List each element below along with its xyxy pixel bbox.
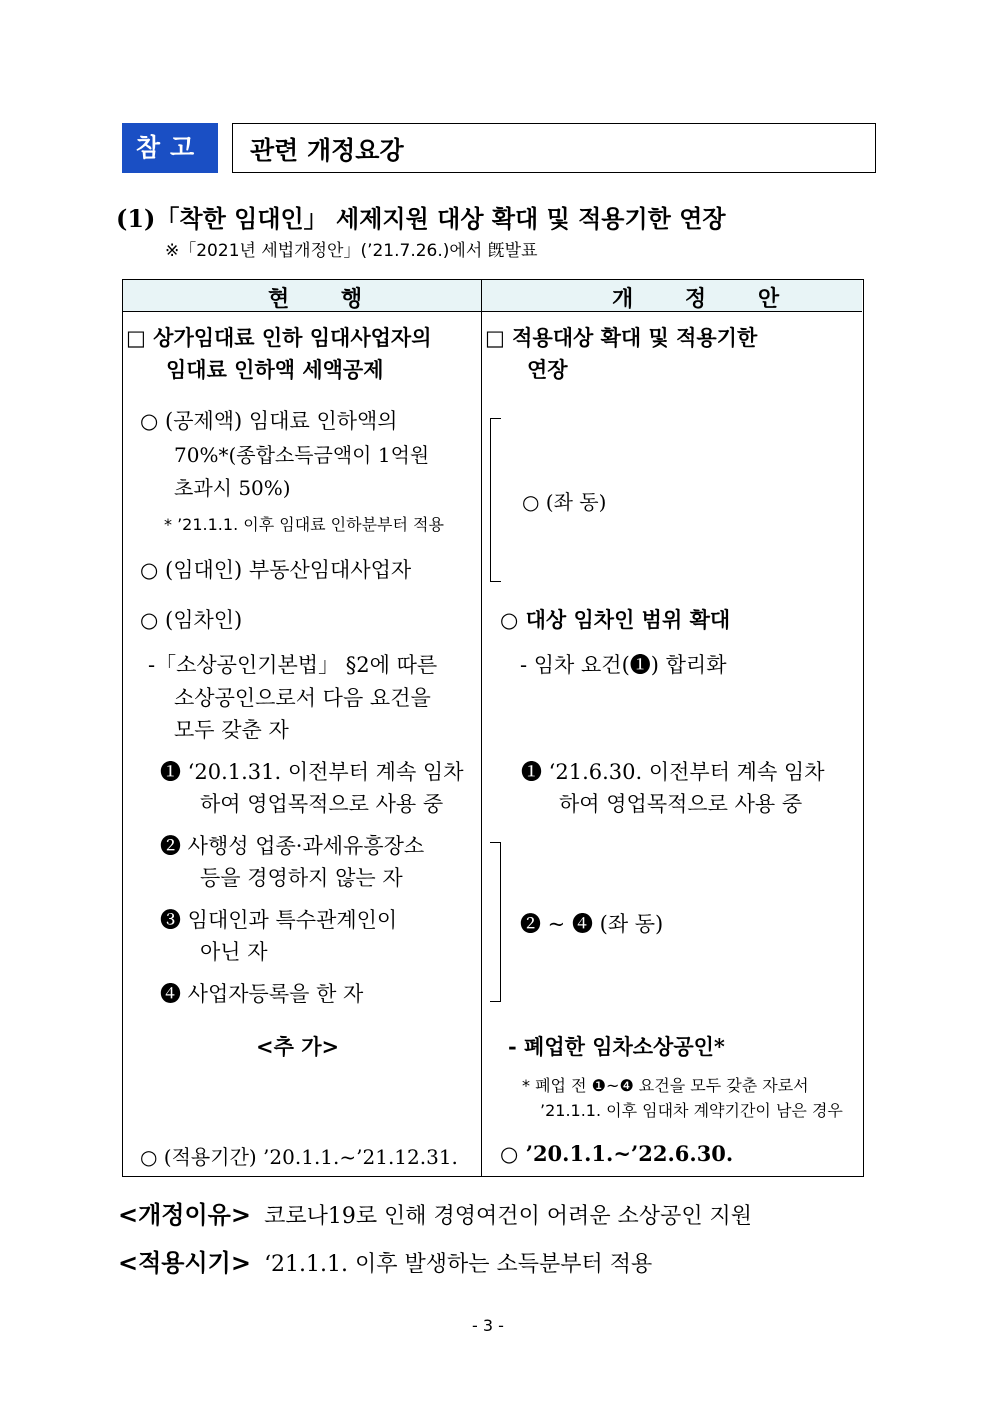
current-lessee-sub-3: 모두 갖춘 자 — [174, 718, 289, 742]
revised-main-line-2: 연장 — [527, 357, 568, 382]
current-lessee: ○ (임차인) — [140, 608, 243, 632]
revision-reason — [118, 1195, 752, 1230]
revised-main-line-1: □ 적용대상 확대 및 적용기한 — [485, 325, 758, 350]
revised-closed-note-1: * 폐업 전 ❶~❹ 요건을 모두 갖춘 자로서 — [522, 1076, 809, 1095]
section-title: (1)「착한 임대인」 세제지원 대상 확대 및 적용기한 연장 — [116, 204, 726, 233]
current-requirement-3-line-2: 아닌 자 — [200, 940, 268, 964]
revised-closed-lessee: - 폐업한 임차소상공인* — [508, 1034, 725, 1059]
column-header-revised: 개 정 안 — [612, 286, 802, 312]
current-requirement-2-line-1: ❷ 사행성 업종·과세유흥장소 — [160, 834, 425, 858]
revised-requirement-1-line-2: 하여 영업목적으로 사용 중 — [559, 792, 803, 816]
revised-same-1: ○ (좌 동) — [522, 490, 607, 514]
current-requirement-3-line-1: ❸ 임대인과 특수관계인이 — [160, 908, 398, 932]
revised-closed-note-2: ’21.1.1. 이후 임대차 계약기간이 남은 경우 — [540, 1101, 843, 1120]
revised-same-2: ❷ ~ ❹ (좌 동) — [520, 912, 664, 936]
revision-reason-text: 코로나19로 인해 경영여건이 어려운 소상공인 지원 — [264, 1204, 753, 1229]
application-timing-text: ‘21.1.1. 이후 발생하는 소득분부터 적용 — [264, 1252, 653, 1277]
same-as-left-bracket-2 — [490, 842, 501, 1002]
same-as-left-bracket-1 — [490, 418, 501, 582]
section-note: ※「2021년 세법개정안」(’21.7.26.)에서 旣발표 — [165, 241, 538, 261]
revised-requirement-1-line-1: ❶ ‘21.6.30. 이전부터 계속 임차 — [521, 760, 825, 784]
revised-period: ○ ’20.1.1.~’22.6.30. — [500, 1141, 734, 1166]
page-number: - 3 - — [472, 1316, 504, 1335]
current-lessor: ○ (임대인) 부동산임대사업자 — [140, 558, 412, 582]
column-header-current: 현 행 — [268, 286, 385, 312]
current-lessee-sub-2: 소상공인으로서 다음 요건을 — [174, 686, 431, 710]
page-title: 관련 개정요강 — [250, 136, 404, 165]
revised-scope: ○ 대상 임차인 범위 확대 — [500, 607, 731, 632]
application-timing-label: <적용시기> — [118, 1249, 251, 1277]
column-divider — [481, 279, 482, 1176]
reference-badge: 참고 — [122, 123, 218, 173]
revision-reason-label: <개정이유> — [118, 1201, 251, 1229]
current-main-line-1: □ 상가임대료 인하 임대사업자의 — [126, 325, 432, 350]
current-period: ○ (적용기간) ’20.1.1.~’21.12.31. — [140, 1145, 458, 1169]
current-added-placeholder: <추 가> — [256, 1034, 340, 1059]
current-requirement-1-line-1: ❶ ‘20.1.31. 이전부터 계속 임차 — [160, 760, 464, 784]
application-timing — [118, 1243, 652, 1278]
current-requirement-4: ❹ 사업자등록을 한 자 — [160, 982, 364, 1006]
current-main-line-2: 임대료 인하액 세액공제 — [166, 357, 384, 382]
revised-scope-sub: - 임차 요건(❶) 합리화 — [520, 653, 727, 677]
current-lessee-sub-1: -「소상공인기본법」 §2에 따른 — [148, 653, 438, 677]
current-deduction-footnote: * ’21.1.1. 이후 임대료 인하분부터 적용 — [164, 515, 444, 534]
current-requirement-1-line-2: 하여 영업목적으로 사용 중 — [200, 792, 444, 816]
current-deduction-line-1: ○ (공제액) 임대료 인하액의 — [140, 409, 398, 433]
current-deduction-line-3: 초과시 50%) — [174, 476, 291, 500]
current-deduction-line-2: 70%*(종합소득금액이 1억원 — [174, 443, 430, 467]
current-requirement-2-line-2: 등을 경영하지 않는 자 — [200, 866, 403, 890]
